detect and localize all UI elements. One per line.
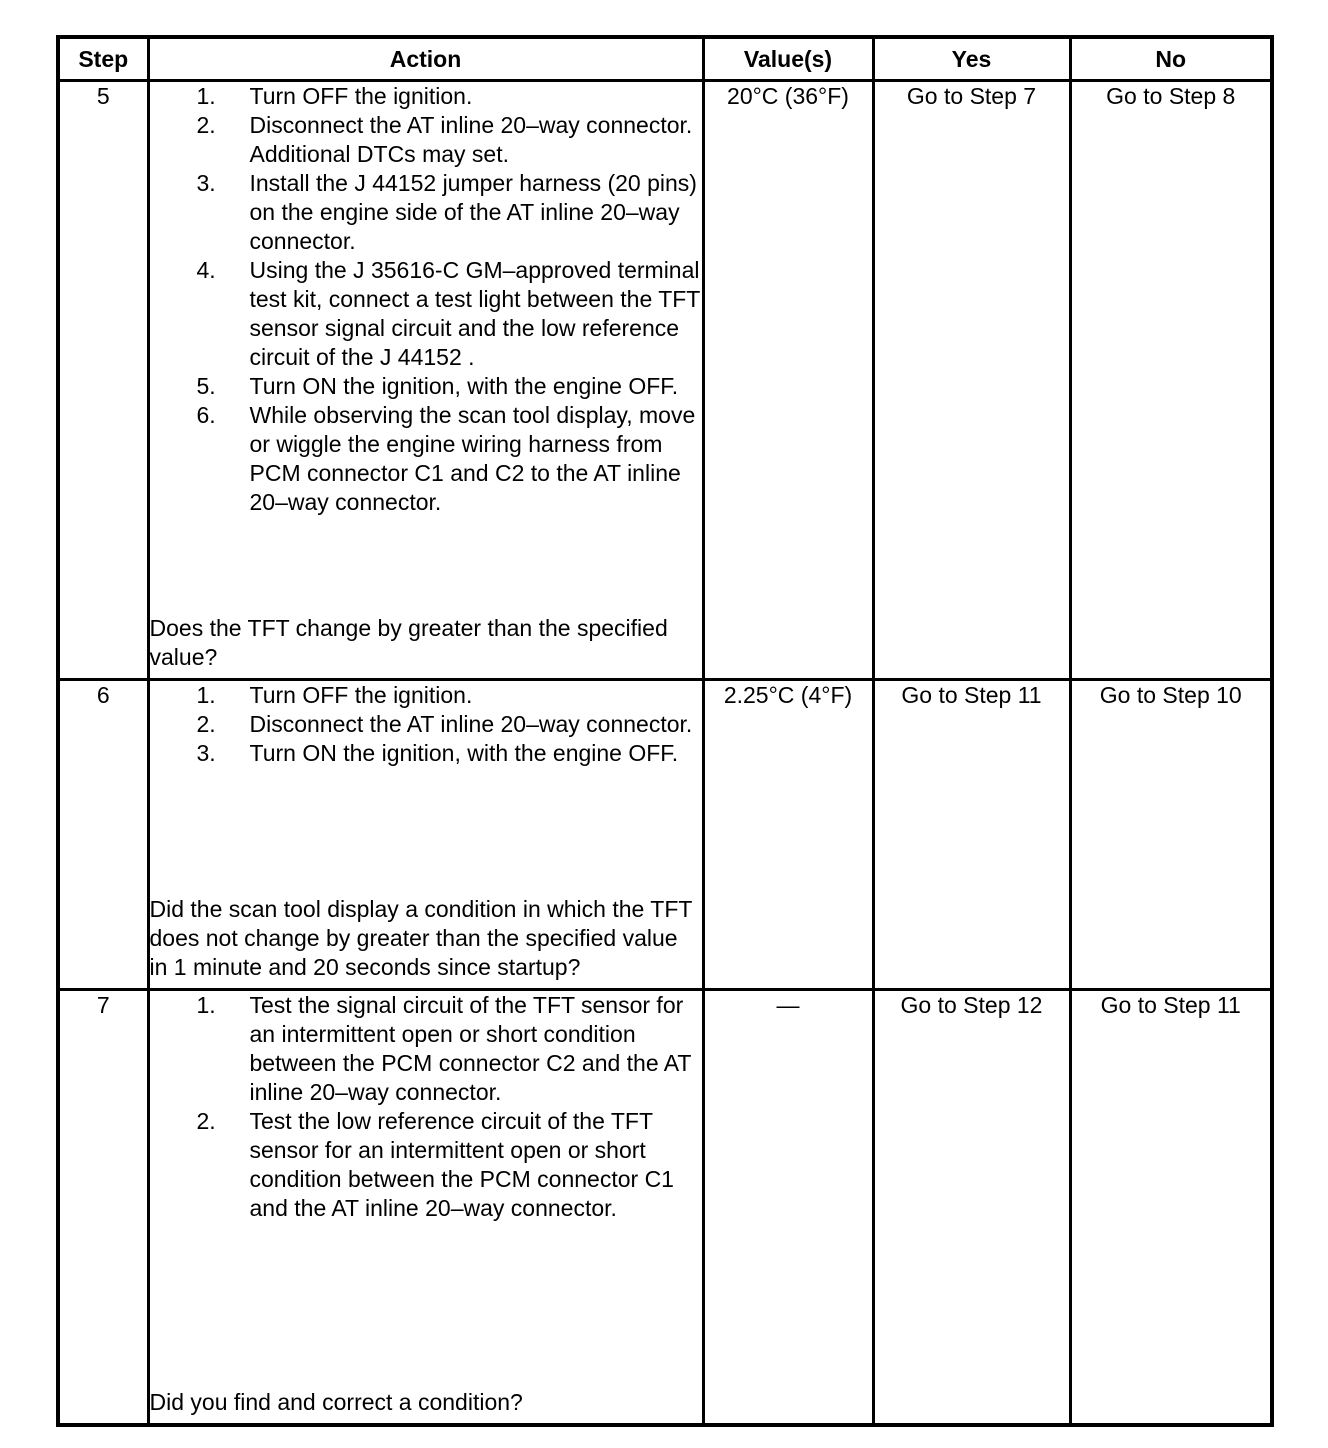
- action-cell: [148, 990, 703, 1425]
- action-step: 2. Test the low reference circuit of the TFT sensor for an intermittent open or short condition between the PCM connector C1 and the AT inline 20–way connector.: [196, 1108, 674, 1221]
- header-no: No: [1070, 37, 1272, 81]
- action-steps: [150, 82, 702, 517]
- no-cell: Go to Step 10: [1070, 680, 1272, 990]
- yes-cell: Go to Step 11: [873, 680, 1070, 990]
- header-action: Action: [148, 37, 703, 81]
- table-row: [58, 680, 1272, 990]
- step-number: 7: [58, 990, 148, 1425]
- action-steps: [150, 681, 702, 768]
- action-cell: [148, 680, 703, 990]
- action-step: 2. Disconnect the AT inline 20–way connector. Additional DTCs may set.: [196, 112, 693, 167]
- action-steps: [150, 991, 702, 1223]
- action-question: Did the scan tool display a condition in which the TFT does not change by greater than the specified value in 1 minute and 20 seconds since startup?: [149, 896, 692, 980]
- action-step: 1. Turn OFF the ignition.: [196, 682, 473, 708]
- action-cell: [148, 81, 703, 680]
- table-row: [58, 990, 1272, 1425]
- yes-cell: Go to Step 7: [873, 81, 1070, 680]
- header-step: Step: [58, 37, 148, 81]
- step-number: 6: [58, 680, 148, 990]
- header-row: [58, 37, 1272, 81]
- action-step: 3. Turn ON the ignition, with the engine OFF.: [196, 740, 679, 766]
- value-cell: 2.25°C (4°F): [703, 680, 873, 990]
- action-step: 2. Disconnect the AT inline 20–way connector.: [196, 711, 693, 737]
- no-cell: Go to Step 8: [1070, 81, 1272, 680]
- action-step: 5. Turn ON the ignition, with the engine OFF.: [196, 373, 679, 399]
- value-cell: 20°C (36°F): [703, 81, 873, 680]
- table-row: [58, 81, 1272, 680]
- no-cell: Go to Step 11: [1070, 990, 1272, 1425]
- action-question: Did you find and correct a condition?: [149, 1389, 523, 1415]
- header-yes: Yes: [873, 37, 1070, 81]
- action-step: 1. Turn OFF the ignition.: [196, 83, 473, 109]
- action-step: 6. While observing the scan tool display, move or wiggle the engine wiring harness from PCM connector C1 and C2 to the AT inline 20–way connector.: [196, 402, 696, 515]
- yes-cell: Go to Step 12: [873, 990, 1070, 1425]
- action-step: 1. Test the signal circuit of the TFT sensor for an intermittent open or short condition between the PCM connector C2 and the AT inline 20–way connector.: [196, 992, 692, 1105]
- diagnostic-table: [56, 35, 1274, 1427]
- action-step: 3. Install the J 44152 jumper harness (20 pins) on the engine side of the AT inline 20–way connector.: [196, 170, 697, 254]
- value-cell: —: [703, 990, 873, 1425]
- step-number: 5: [58, 81, 148, 680]
- action-step: 4. Using the J 35616-C GM–approved terminal test kit, connect a test light between the TFT sensor signal circuit and the low reference circuit of the J 44152 .: [196, 257, 700, 370]
- action-question: Does the TFT change by greater than the specified value?: [149, 615, 668, 670]
- header-values: Value(s): [703, 37, 873, 81]
